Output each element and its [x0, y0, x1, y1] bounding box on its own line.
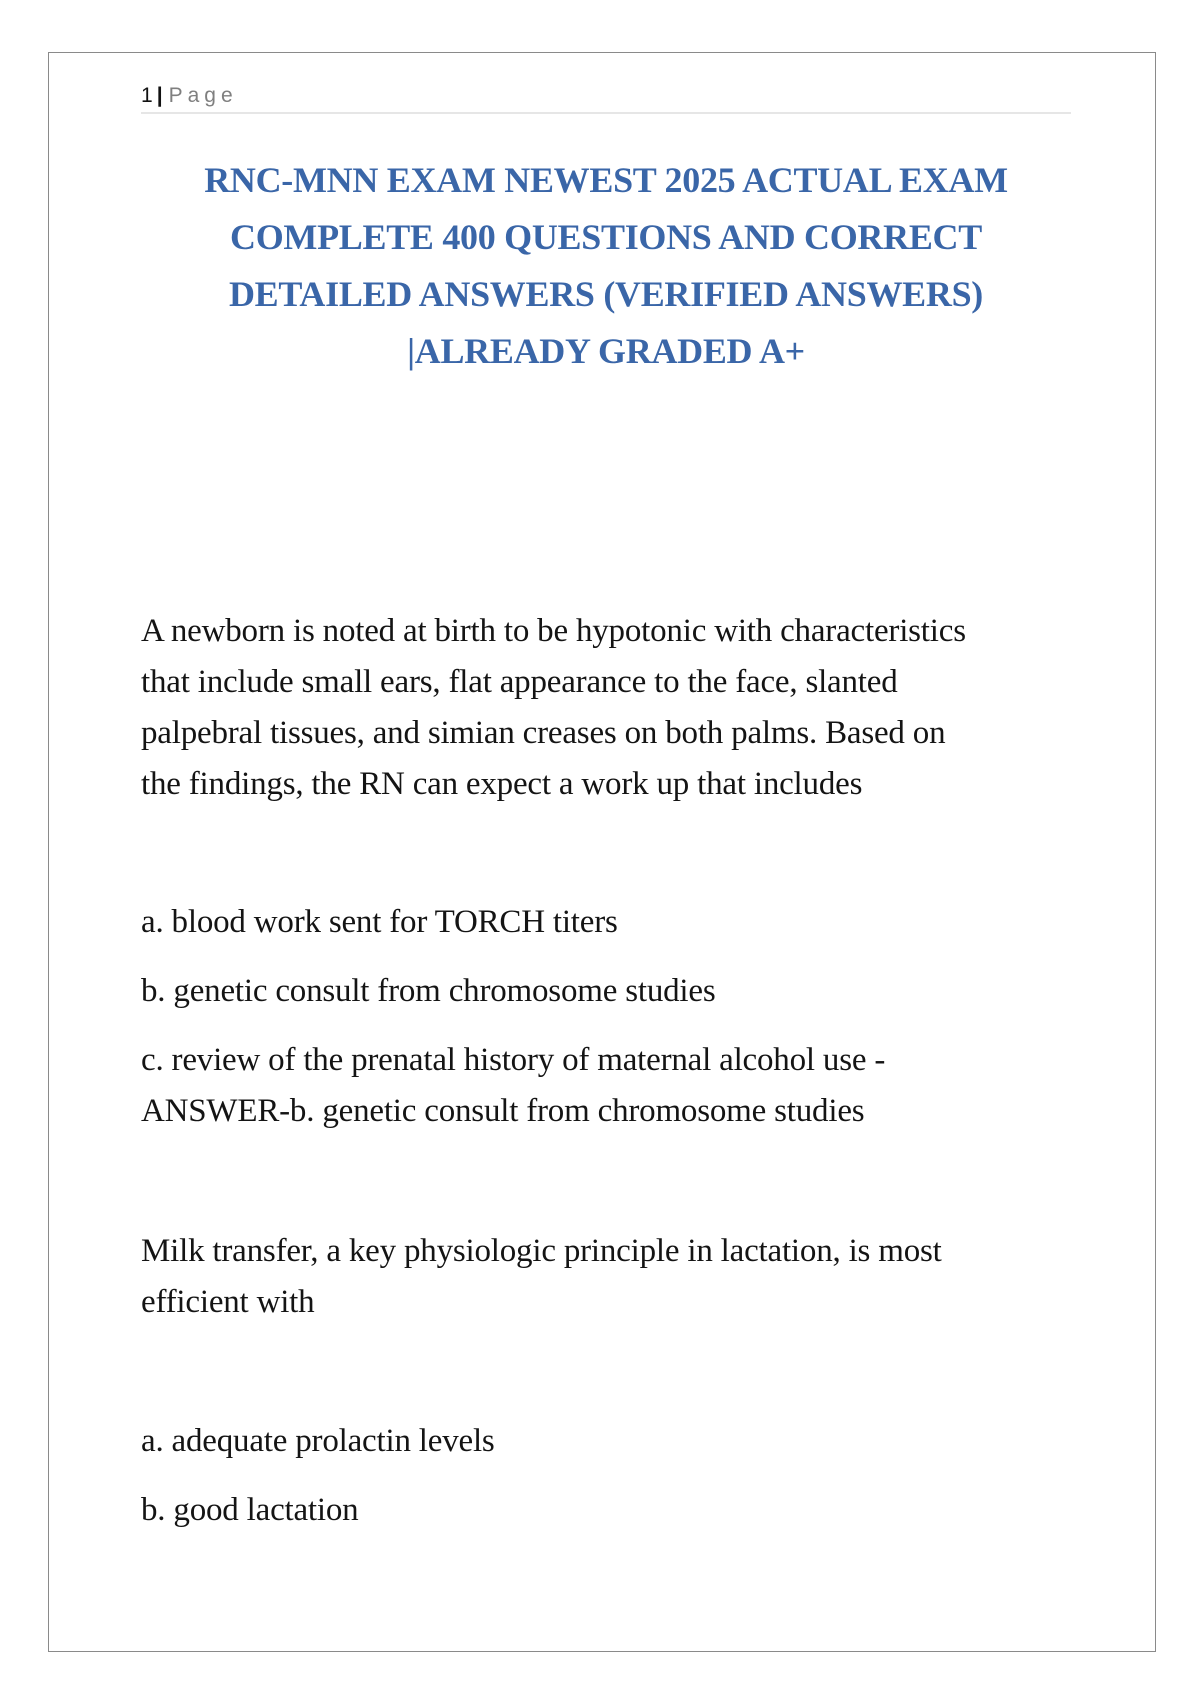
question-1-option-a: a. blood work sent for TORCH titers — [141, 904, 618, 940]
question-1-stem — [141, 606, 1071, 810]
question-1-answer: ANSWER-b. genetic consult from chromosome studies — [141, 1093, 865, 1129]
page-label: Page — [168, 84, 238, 107]
question-2-stem — [141, 1226, 1071, 1328]
title-line: |ALREADY GRADED A+ — [407, 331, 805, 371]
question-stem-line: palpebral tissues, and simian creases on both palms. Based on — [141, 715, 946, 751]
title-line: RNC-MNN EXAM NEWEST 2025 ACTUAL EXAM — [204, 160, 1008, 200]
question-stem-line: efficient with — [141, 1284, 315, 1320]
page-number: 1 — [141, 84, 153, 107]
question-1-option-b: b. genetic consult from chromosome studies — [141, 973, 716, 1009]
question-1-option-c: c. review of the prenatal history of maternal alcohol use - — [141, 1042, 886, 1078]
question-stem-line: the findings, the RN can expect a work up that includes — [141, 766, 863, 802]
document-title — [141, 152, 1071, 380]
page-header — [141, 80, 1071, 114]
question-stem-line: Milk transfer, a key physiologic principle in lactation, is most — [141, 1233, 942, 1269]
question-stem-line: that include small ears, flat appearance to the face, slanted — [141, 664, 898, 700]
title-line: DETAILED ANSWERS (VERIFIED ANSWERS) — [228, 274, 983, 314]
header-separator: | — [156, 84, 163, 107]
question-stem-line: A newborn is noted at birth to be hypotonic with characteristics — [141, 613, 966, 649]
title-line: COMPLETE 400 QUESTIONS AND CORRECT — [230, 217, 982, 257]
question-2-option-b: b. good lactation — [141, 1492, 359, 1528]
question-2-option-a: a. adequate prolactin levels — [141, 1423, 495, 1459]
